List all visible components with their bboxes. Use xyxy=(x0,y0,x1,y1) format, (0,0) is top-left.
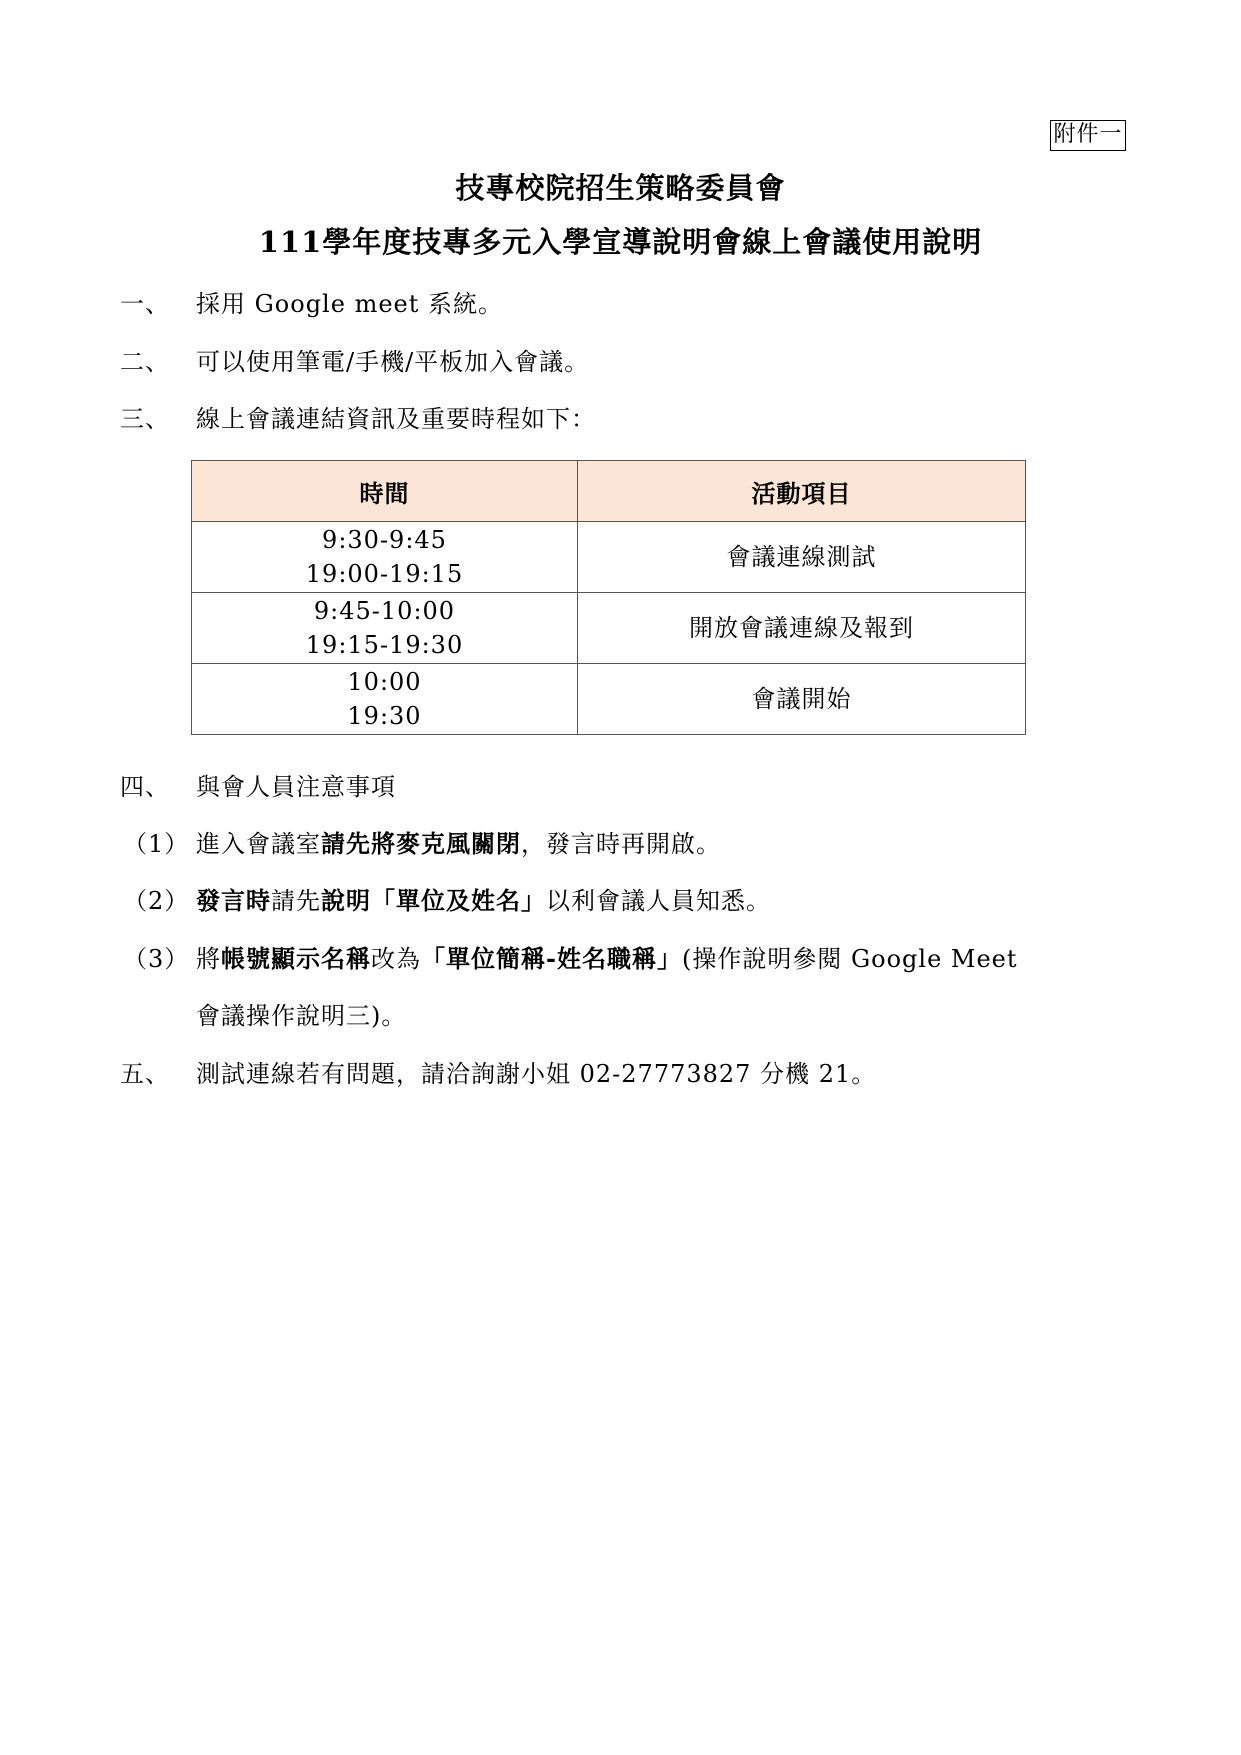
note-text-bold: 「單位簡稱-姓名職稱」 xyxy=(421,944,682,973)
table-header-row xyxy=(192,461,1026,522)
item-number: 一、 xyxy=(120,290,170,318)
item-number: 四、 xyxy=(120,773,170,801)
item-number: 二、 xyxy=(120,348,170,376)
item-text: 可以使用筆電/手機/平板加入會議。 xyxy=(196,348,590,376)
item-text: 測試連線若有問題，請洽詢謝小姐 02-27773827 分機 21。 xyxy=(196,1060,877,1088)
time-morning: 10:00 xyxy=(347,668,422,696)
note-text-part: 以利會議人員知悉。 xyxy=(546,887,771,915)
note-text-part: 進入會議室 xyxy=(196,830,321,858)
time-cell xyxy=(192,522,578,593)
note-text-continued: 會議操作說明三)。 xyxy=(196,1002,407,1030)
table-row xyxy=(192,593,1026,664)
note-text xyxy=(196,829,721,859)
note-text-part: 將 xyxy=(196,945,221,973)
activity-cell: 會議連線測試 xyxy=(578,522,1026,593)
time-cell xyxy=(192,593,578,664)
schedule-table xyxy=(191,460,1026,735)
time-morning: 9:30-9:45 xyxy=(322,526,447,554)
time-evening: 19:30 xyxy=(347,702,422,730)
table-row xyxy=(192,664,1026,735)
note-text-bold: 發言時 xyxy=(196,886,271,915)
note-number: （3） xyxy=(123,945,190,973)
activity-cell: 開放會議連線及報到 xyxy=(578,593,1026,664)
note-text xyxy=(196,886,771,916)
note-number: （2） xyxy=(123,887,190,915)
header-activity: 活動項目 xyxy=(578,461,1026,522)
note-text xyxy=(196,944,1018,974)
note-text-part: (操作說明參閱 Google Meet xyxy=(681,945,1018,973)
document-subtitle: 111學年度技專多元入學宣導說明會線上會議使用說明 xyxy=(258,225,983,259)
note-number: （1） xyxy=(123,830,190,858)
header-time: 時間 xyxy=(192,461,578,522)
note-text-part: 請先 xyxy=(271,887,321,915)
note-text-bold: 說明「單位及姓名」 xyxy=(321,886,546,915)
activity-cell: 會議開始 xyxy=(578,664,1026,735)
item-text: 與會人員注意事項 xyxy=(196,773,396,801)
item-number: 三、 xyxy=(120,405,170,433)
time-evening: 19:15-19:30 xyxy=(305,631,464,659)
attachment-label: 附件一 xyxy=(1050,120,1126,151)
time-morning: 9:45-10:00 xyxy=(313,597,456,625)
note-text-bold: 請先將麥克風關閉 xyxy=(321,829,521,858)
document-title: 技專校院招生策略委員會 xyxy=(455,171,786,205)
item-number: 五、 xyxy=(120,1060,170,1088)
note-text-part: ，發言時再開啟。 xyxy=(521,830,721,858)
time-evening: 19:00-19:15 xyxy=(305,560,464,588)
time-cell xyxy=(192,664,578,735)
item-text: 線上會議連結資訊及重要時程如下： xyxy=(196,405,596,433)
table-row xyxy=(192,522,1026,593)
note-text-part: 改為 xyxy=(371,945,421,973)
item-text: 採用 Google meet 系統。 xyxy=(196,290,504,318)
note-text-bold: 帳號顯示名稱 xyxy=(221,944,371,973)
